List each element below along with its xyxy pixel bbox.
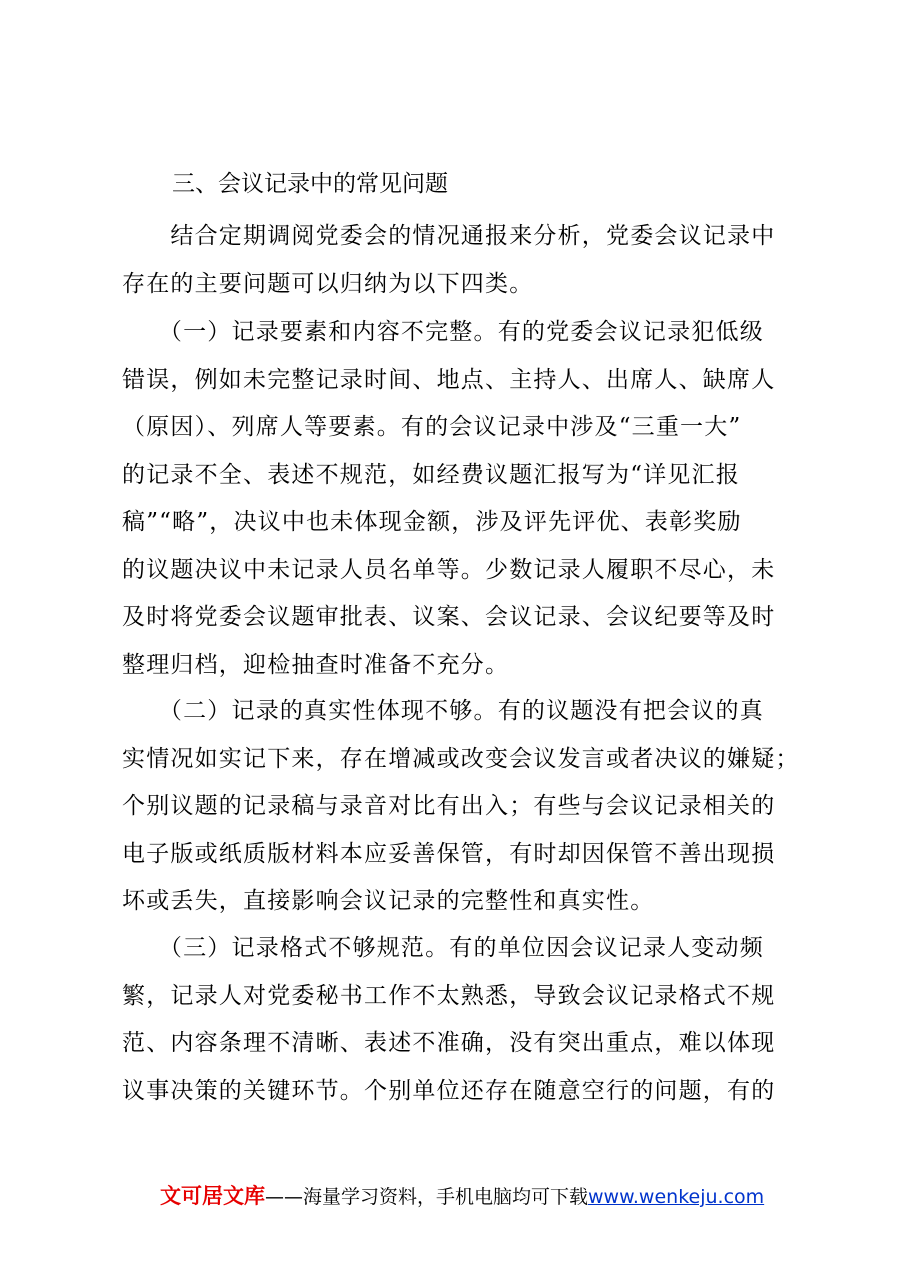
document-body-section-1: [122, 309, 790, 689]
body-line: 错误，例如未完整记录时间、地点、主持人、出席人、缺席人: [122, 366, 776, 393]
body-line: 范、内容条理不清晰、表述不准确，没有突出重点，难以体现: [122, 1030, 776, 1056]
body-line: 议事决策的关键环节。个别单位还存在随意空行的问题，有的: [122, 1077, 776, 1104]
body-line: （一）记录要素和内容不完整。有的党委会议记录犯低级: [122, 319, 764, 345]
footer-banner: [160, 1181, 800, 1211]
body-line: 个别议题的记录稿与录音对比有出入；有些与会议记录相关的: [122, 793, 776, 819]
body-line: （二）记录的真实性体现不够。有的议题没有把会议的真: [122, 698, 764, 724]
footer-slogan: ——海量学习资料，手机电脑均可下载: [265, 1186, 589, 1208]
document-body-section-3: [122, 925, 790, 1115]
body-line: （三）记录格式不够规范。有的单位因会议记录人变动频: [122, 935, 764, 961]
body-line: 存在的主要问题可以归纳为以下四类。: [122, 270, 534, 297]
body-line: 结合定期调阅党委会的情况通报来分析，党委会议记录中: [122, 223, 776, 249]
document-body: [122, 213, 790, 308]
body-line: 繁，记录人对党委秘书工作不太熟悉，导致会议记录格式不规: [122, 982, 776, 1009]
body-line: 的议题决议中未记录人员名单等。少数记录人履职不尽心，未: [122, 556, 776, 583]
body-line: 坏或丢失，直接影响会议记录的完整性和真实性。: [122, 888, 655, 914]
body-line: 稿”“略”，决议中也未体现金额，涉及评先评优、表彰奖励: [122, 509, 742, 535]
body-line: （原因）、列席人等要素。有的会议记录中涉及“三重一大”: [122, 414, 742, 440]
body-line: 及时将党委会议题审批表、议案、会议记录、会议纪要等及时: [122, 604, 776, 630]
body-line: 电子版或纸质版材料本应妥善保管，有时却因保管不善出现损: [122, 840, 776, 867]
body-line: 实情况如实记下来，存在增减或改变会议发言或者决议的嫌疑；: [122, 745, 800, 772]
body-line: 整理归档，迎检抽查时准备不充分。: [122, 651, 510, 678]
body-line: 的记录不全、表述不规范，如经费议题汇报写为“详见汇报: [122, 461, 740, 488]
section-heading: 三、会议记录中的常见问题: [172, 171, 448, 197]
website-link[interactable]: www.wenkeju.com: [588, 1186, 765, 1208]
document-body-section-2: [122, 688, 800, 926]
brand-name: 文可居文库: [160, 1184, 265, 1208]
